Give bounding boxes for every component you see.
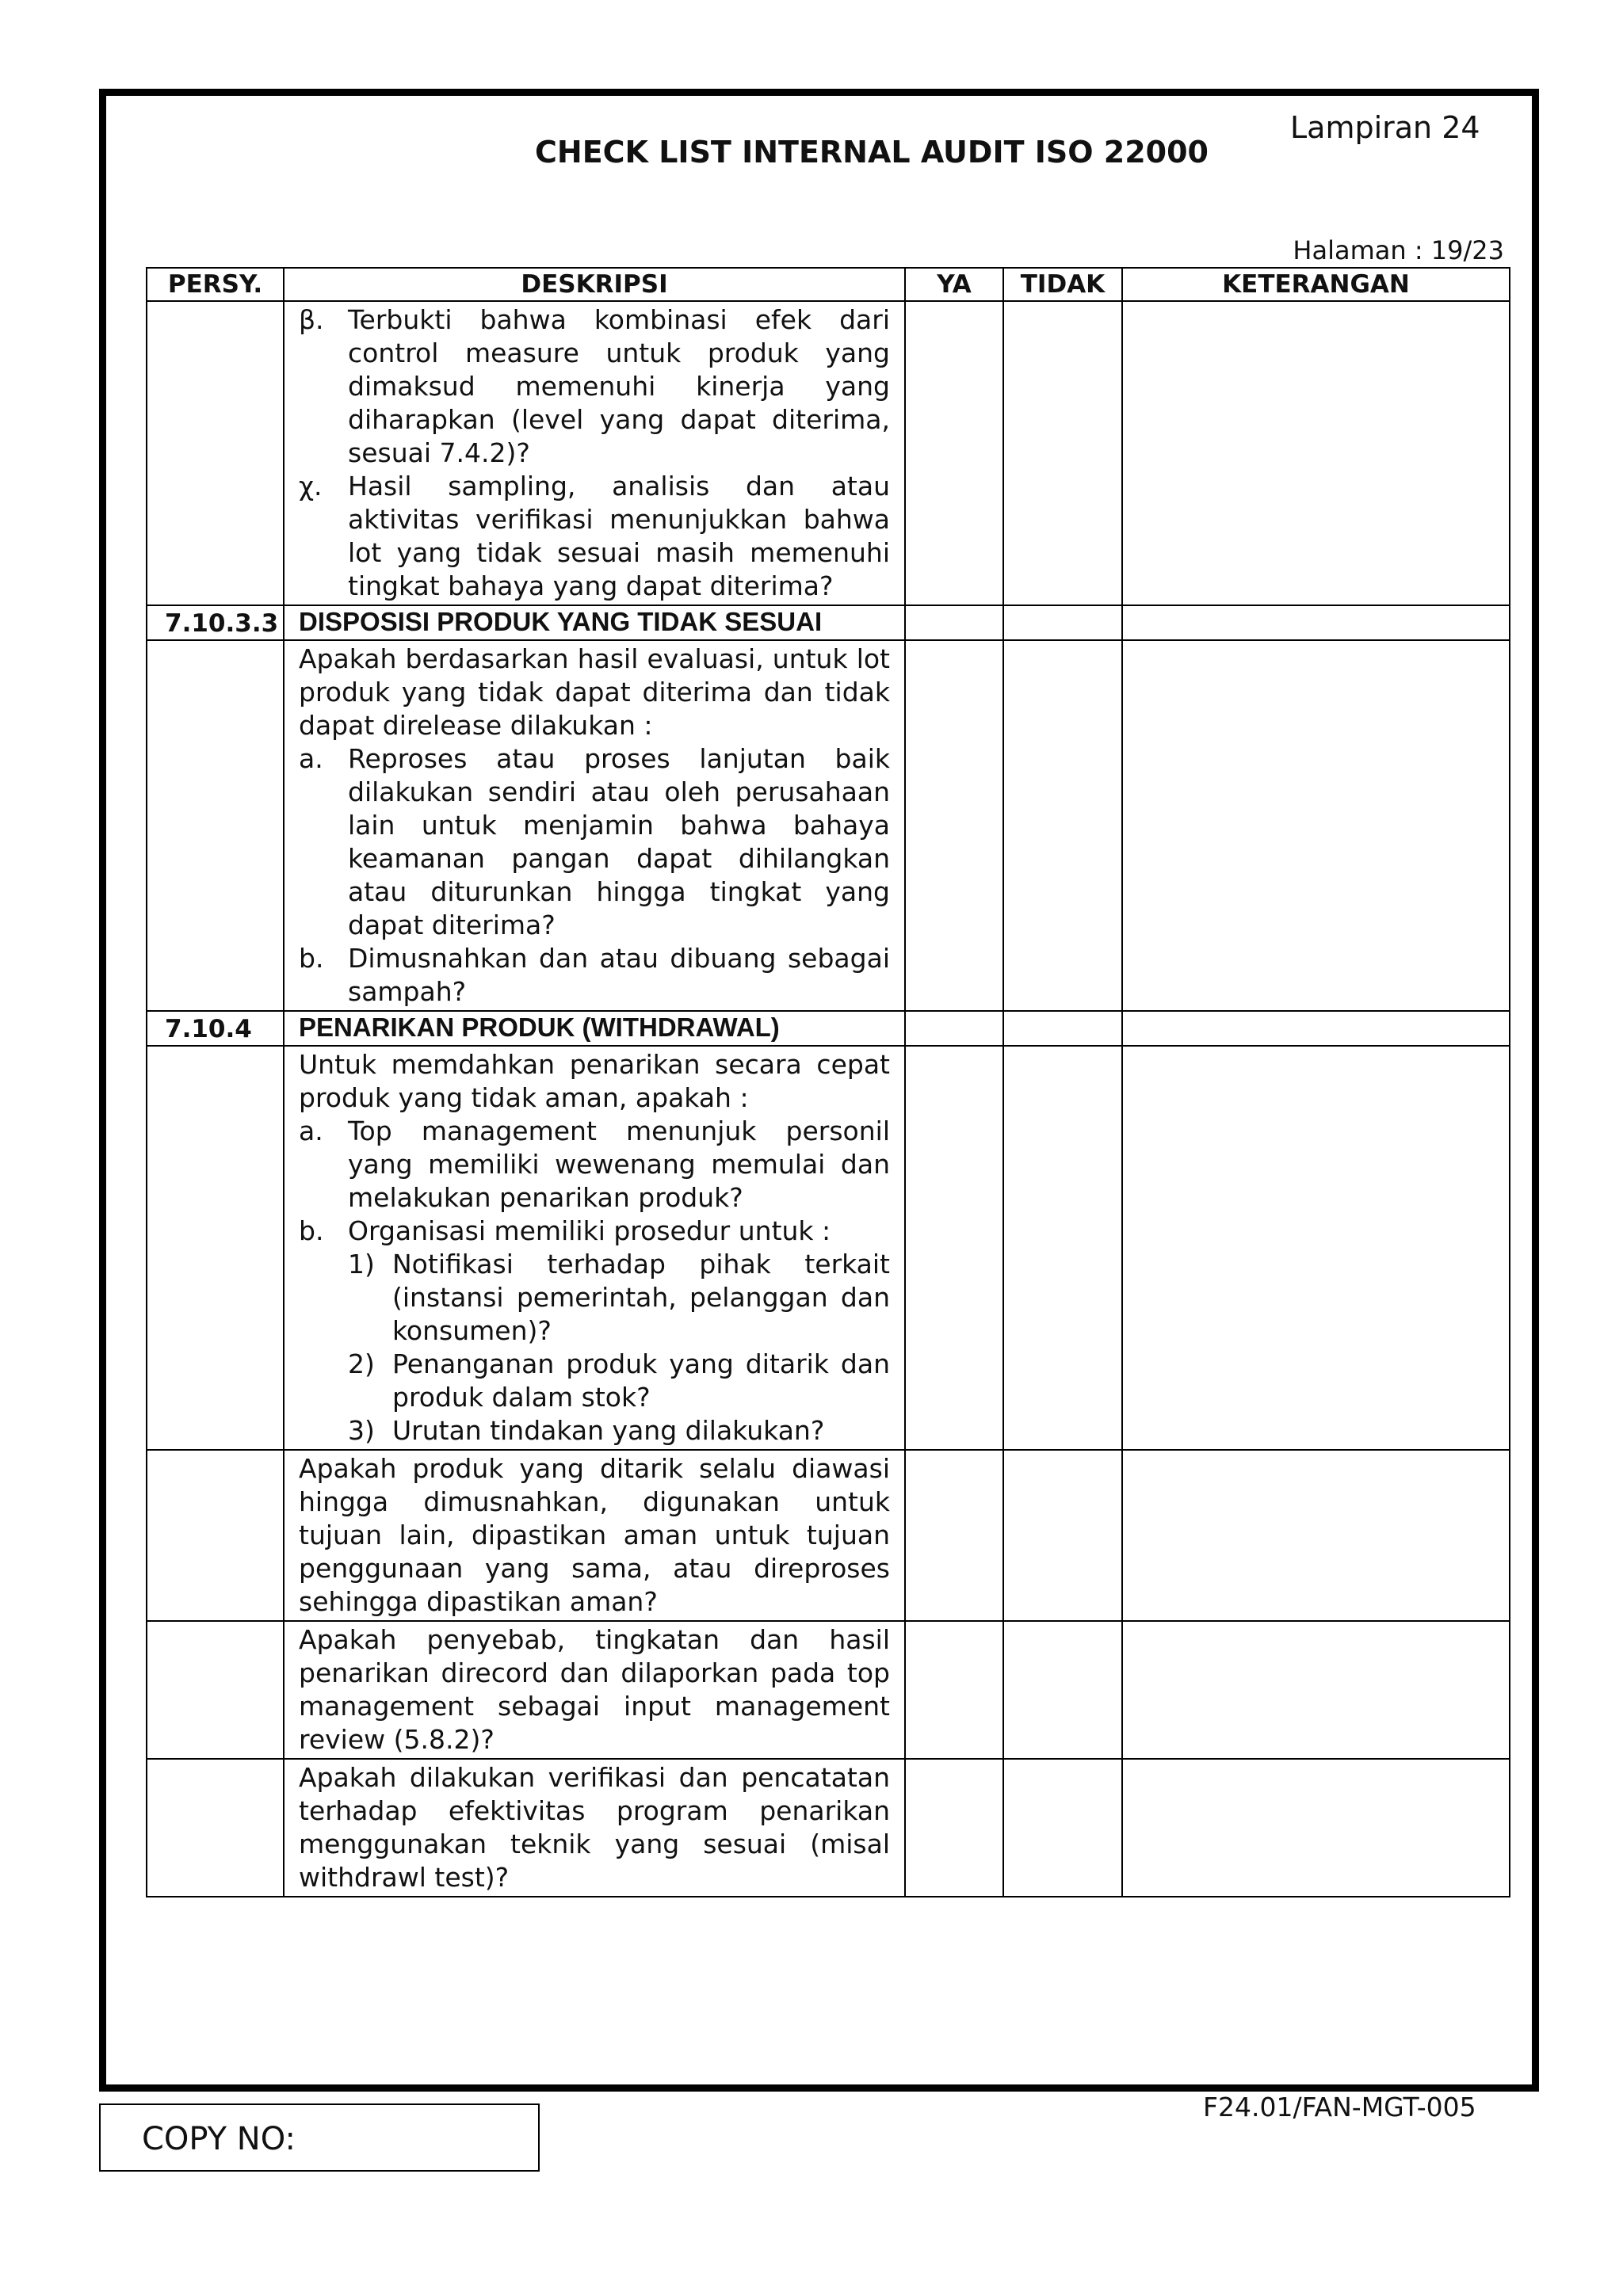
tidak-cell[interactable]	[1003, 605, 1122, 640]
item-text: Urutan tindakan yang dilakukan?	[392, 1415, 825, 1446]
item-marker: β.	[299, 304, 324, 335]
copy-number-box[interactable]	[99, 2103, 540, 2172]
persy-cell	[147, 301, 284, 605]
ya-cell[interactable]	[905, 1621, 1003, 1759]
table-header-row	[147, 268, 1510, 301]
item-text: Notifikasi terhadap pihak terkait (instansi pemerintah, pelanggan dan konsumen)?	[392, 1249, 890, 1346]
table-row	[147, 640, 1510, 1011]
sub-list-item	[348, 1248, 890, 1348]
table-row	[147, 1621, 1510, 1759]
table-row	[147, 1759, 1510, 1897]
description-cell	[284, 640, 905, 1011]
appendix-label: Lampiran 24	[1290, 110, 1480, 145]
persy-cell	[147, 1621, 284, 1759]
section-code: 7.10.4	[147, 1011, 284, 1046]
ya-cell[interactable]	[905, 1011, 1003, 1046]
description-cell	[284, 1450, 905, 1621]
item-text: Top management menunjuk personil yang memiliki wewenang memulai dan melakukan penarikan produk?	[348, 1116, 890, 1213]
item-text: Organisasi memiliki prosedur untuk :	[348, 1215, 831, 1246]
persy-cell	[147, 1759, 284, 1897]
sub-list-item	[348, 1414, 890, 1447]
item-marker: b.	[299, 943, 324, 974]
tidak-cell[interactable]	[1003, 1759, 1122, 1897]
tidak-cell[interactable]	[1003, 1011, 1122, 1046]
persy-cell	[147, 1450, 284, 1621]
checklist-table	[146, 267, 1510, 1897]
keterangan-cell[interactable]	[1122, 301, 1510, 605]
item-marker: b.	[299, 1215, 324, 1246]
description-cell	[284, 1759, 905, 1897]
item-text: Penanganan produk yang ditarik dan produk dalam stok?	[392, 1348, 890, 1413]
persy-cell	[147, 640, 284, 1011]
question-text: Apakah dilakukan verifikasi dan pencatatan terhadap efektivitas program penarikan menggunakan teknik yang sesuai (misal withdrawl test)?	[299, 1762, 890, 1893]
sub-list-item	[348, 1348, 890, 1414]
tidak-cell[interactable]	[1003, 1450, 1122, 1621]
description-cell	[284, 301, 905, 605]
ya-cell[interactable]	[905, 1759, 1003, 1897]
question-text: Apakah produk yang ditarik selalu diawasi hingga dimusnahkan, digunakan untuk tujuan lain, dipastikan aman untuk tujuan penggunaan yang sama, atau direproses sehingga dipastikan aman?	[299, 1453, 890, 1617]
ya-cell[interactable]	[905, 1450, 1003, 1621]
list-item	[299, 742, 890, 942]
persy-cell	[147, 1046, 284, 1450]
tidak-cell[interactable]	[1003, 301, 1122, 605]
item-text: Terbukti bahwa kombinasi efek dari control measure untuk produk yang dimaksud memenuhi kinerja yang diharapkan (level yang dapat diterima, sesuai 7.4.2)?	[348, 304, 890, 468]
item-marker: χ.	[299, 471, 323, 502]
keterangan-cell[interactable]	[1122, 1450, 1510, 1621]
copy-number-label: COPY NO:	[142, 2121, 296, 2157]
table-row	[147, 301, 1510, 605]
item-marker: 1)	[348, 1249, 375, 1280]
column-header-deskripsi: DESKRIPSI	[284, 268, 905, 301]
list-item	[299, 1115, 890, 1215]
section-row	[147, 1011, 1510, 1046]
form-code: F24.01/FAN-MGT-005	[1203, 2092, 1476, 2122]
item-marker: a.	[299, 1116, 323, 1146]
keterangan-cell[interactable]	[1122, 605, 1510, 640]
description-cell	[284, 1046, 905, 1450]
page-number: Halaman : 19/23	[1293, 235, 1504, 265]
tidak-cell[interactable]	[1003, 1046, 1122, 1450]
column-header-tidak: TIDAK	[1003, 268, 1122, 301]
section-row	[147, 605, 1510, 640]
list-item	[299, 303, 890, 470]
ya-cell[interactable]	[905, 301, 1003, 605]
keterangan-cell[interactable]	[1122, 1046, 1510, 1450]
ya-cell[interactable]	[905, 605, 1003, 640]
description-cell	[284, 1621, 905, 1759]
question-intro: Apakah berdasarkan hasil evaluasi, untuk lot produk yang tidak dapat diterima dan tidak dapat direlease dilakukan :	[299, 643, 890, 741]
section-title: DISPOSISI PRODUK YANG TIDAK SESUAI	[284, 605, 905, 640]
section-code: 7.10.3.3	[147, 605, 284, 640]
question-text: Apakah penyebab, tingkatan dan hasil penarikan direcord dan dilaporkan pada top management sebagai input management review (5.8.2)?	[299, 1624, 890, 1755]
tidak-cell[interactable]	[1003, 1621, 1122, 1759]
table-row	[147, 1046, 1510, 1450]
item-text: Hasil sampling, analisis dan atau aktivitas verifikasi menunjukkan bahwa lot yang tidak sesuai masih memenuhi tingkat bahaya yang dapat diterima?	[348, 471, 890, 601]
column-header-persy: PERSY.	[147, 268, 284, 301]
keterangan-cell[interactable]	[1122, 1011, 1510, 1046]
table-row	[147, 1450, 1510, 1621]
item-marker: 3)	[348, 1415, 375, 1446]
question-intro: Untuk memdahkan penarikan secara cepat produk yang tidak aman, apakah :	[299, 1049, 890, 1113]
page-title: CHECK LIST INTERNAL AUDIT ISO 22000	[535, 135, 1209, 170]
ya-cell[interactable]	[905, 1046, 1003, 1450]
list-item	[299, 470, 890, 603]
item-text: Reproses atau proses lanjutan baik dilakukan sendiri atau oleh perusahaan lain untuk menjamin bahwa bahaya keamanan pangan dapat dihilangkan atau diturunkan hingga tingkat yang dapat diterima?	[348, 743, 890, 940]
list-item	[299, 942, 890, 1009]
item-marker: a.	[299, 743, 323, 774]
list-item	[299, 1215, 890, 1248]
column-header-keterangan: KETERANGAN	[1122, 268, 1510, 301]
keterangan-cell[interactable]	[1122, 1621, 1510, 1759]
tidak-cell[interactable]	[1003, 640, 1122, 1011]
item-text: Dimusnahkan dan atau dibuang sebagai sampah?	[348, 943, 890, 1007]
section-title: PENARIKAN PRODUK (WITHDRAWAL)	[284, 1011, 905, 1046]
keterangan-cell[interactable]	[1122, 1759, 1510, 1897]
ya-cell[interactable]	[905, 640, 1003, 1011]
column-header-ya: YA	[905, 268, 1003, 301]
keterangan-cell[interactable]	[1122, 640, 1510, 1011]
item-marker: 2)	[348, 1348, 375, 1379]
